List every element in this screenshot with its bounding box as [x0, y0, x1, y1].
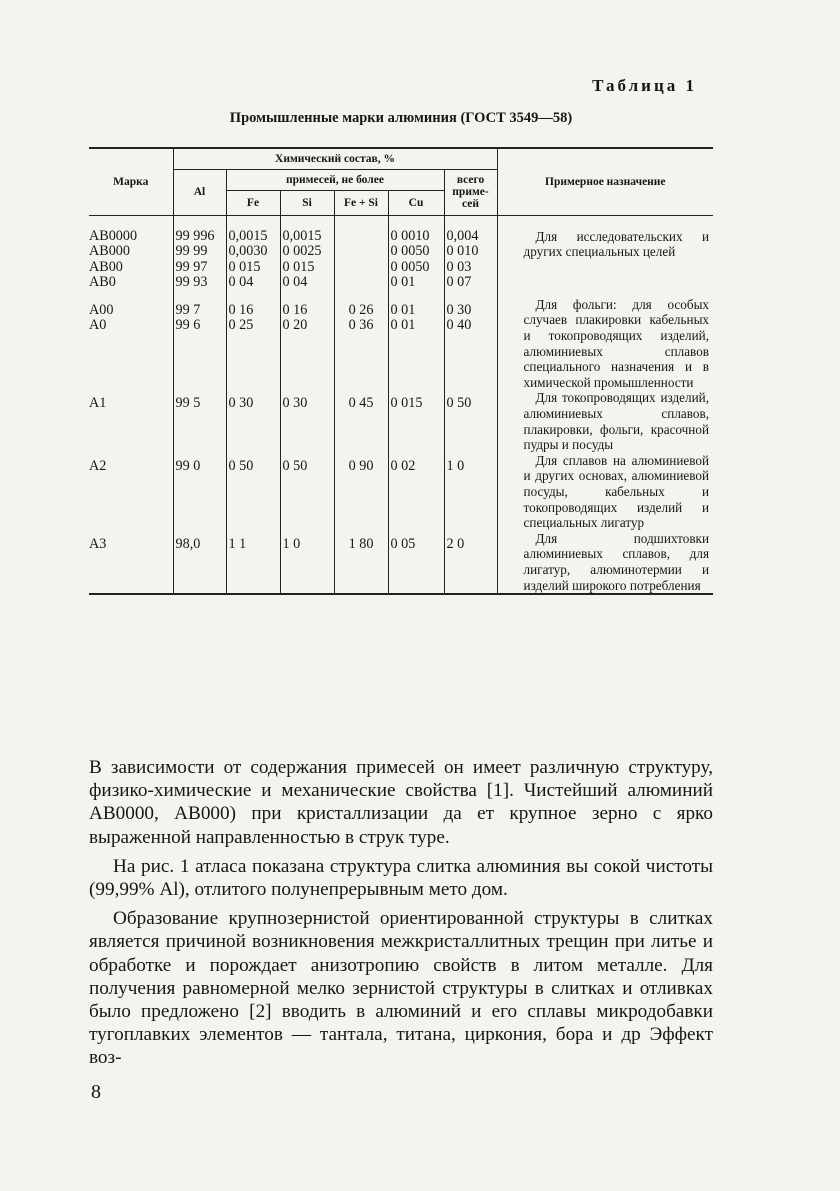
grade-name: АВ000 [89, 243, 130, 260]
purpose-cell [497, 453, 713, 531]
header-grade: Марка [89, 148, 173, 215]
value: 0,004 [446, 227, 479, 244]
purpose-cell [497, 531, 713, 594]
purpose-text: Для фольги: для особых случаев плакировки кабельных и токопроводящих изделий, алюминиевых сплавов специального назначения и в химической промышленности [523, 296, 710, 390]
al-cell [173, 453, 226, 531]
value: 0 30 [446, 301, 472, 318]
value: 1 0 [282, 535, 301, 552]
grade-name: А3 [89, 535, 107, 552]
purpose-text: Для токопроводящих изделий, алюминиевых сплавов, плакировки, фольги, красочной пудры и посуды [523, 390, 710, 453]
value: 0 015 [228, 258, 261, 275]
value: 99 996 [175, 227, 215, 244]
fe-si-cell [334, 215, 388, 297]
value: 0 45 [348, 395, 374, 412]
value: 99 99 [175, 243, 208, 260]
value: 0,0030 [228, 243, 268, 260]
value: 0 015 [390, 395, 423, 412]
al-cell [173, 215, 226, 297]
value: 1 80 [348, 535, 374, 552]
value: 0 01 [390, 301, 416, 318]
header-impurities: примесей, не более [226, 169, 444, 190]
value: 0 36 [348, 317, 374, 334]
header-total-line-2: приме- [452, 186, 489, 198]
fe-cell [226, 215, 280, 297]
value: 0 90 [348, 457, 374, 474]
value: 0 04 [228, 274, 254, 291]
purpose-cell [497, 297, 713, 391]
grade-name: А0 [89, 317, 107, 334]
si-cell [280, 215, 334, 297]
grade-name: АВ00 [89, 258, 123, 275]
value: 0 07 [446, 274, 472, 291]
cu-cell [388, 390, 444, 452]
value: 0 20 [282, 317, 308, 334]
value: 0 0050 [390, 258, 430, 275]
fe-cell [226, 531, 280, 594]
value: 0 40 [446, 317, 472, 334]
cu-cell [388, 453, 444, 531]
al-cell [173, 531, 226, 594]
table-row [89, 531, 713, 594]
header-purpose: Примерное назначение [497, 148, 713, 215]
value: 0 0010 [390, 227, 430, 244]
al-cell [173, 297, 226, 391]
table-row [89, 215, 713, 297]
header-total-impurities [444, 169, 497, 215]
value: 0 50 [282, 457, 308, 474]
cu-cell [388, 215, 444, 297]
grade-cell [89, 215, 173, 297]
cu-cell [388, 531, 444, 594]
table-title: Промышленные марки алюминия (ГОСТ 3549—58) [229, 110, 573, 126]
value: 98,0 [175, 535, 201, 552]
value: 0 0050 [390, 243, 430, 260]
page-number: 8 [91, 1081, 101, 1103]
value: 0 010 [446, 243, 479, 260]
value: 0 25 [228, 317, 254, 334]
purpose-cell [497, 390, 713, 452]
value: 99 0 [175, 457, 201, 474]
value: 0 30 [228, 395, 254, 412]
total-cell [444, 390, 497, 452]
value: 0 0025 [282, 243, 322, 260]
paragraph: Образование крупнозернистой ориентированной структуры в слитках является причиной возникновения межкристаллитных трещин при литье и обработке и порождает анизотропию свойств в литом металле. Для получения равномерной мелко зернистой структуры в слитках и отливках было предложено [2] вводить в алюминий и его сплавы микродобавки тугоплавких элементов — тантала, титана, циркония, бора и др Эффект воз- [89, 908, 713, 1069]
purpose-cell [497, 215, 713, 297]
fe-si-cell [334, 390, 388, 452]
fe-cell [226, 297, 280, 391]
aluminum-grades-table [89, 147, 713, 595]
value: 0 50 [446, 395, 472, 412]
table-row [89, 390, 713, 452]
purpose-text: Для исследовательских и других специальных целей [523, 228, 710, 260]
al-cell [173, 390, 226, 452]
si-cell [280, 297, 334, 391]
paragraph: На рис. 1 атласа показана структура слитка алюминия вы сокой чистоты (99,99% Al), отлитого полунепрерывным мето дом. [89, 855, 713, 901]
value: 0 30 [282, 395, 308, 412]
table-row [89, 297, 713, 391]
total-cell [444, 453, 497, 531]
grade-name: А1 [89, 395, 107, 412]
fe-cell [226, 453, 280, 531]
value: 0 16 [228, 301, 254, 318]
header-fe: Fe [226, 190, 280, 215]
table-label: Таблица 1 [592, 76, 697, 95]
value: 1 1 [228, 535, 247, 552]
value: 0 01 [390, 274, 416, 291]
grade-cell [89, 297, 173, 391]
value: 2 0 [446, 535, 465, 552]
si-cell [280, 453, 334, 531]
si-cell [280, 390, 334, 452]
value: 99 5 [175, 395, 201, 412]
value: 99 93 [175, 274, 208, 291]
value: 99 97 [175, 258, 208, 275]
total-cell [444, 215, 497, 297]
header-chemical-composition: Химический состав, % [173, 148, 497, 169]
grade-name: АВ0 [89, 274, 116, 291]
grade-name: АВ0000 [89, 227, 138, 244]
value: 0 05 [390, 535, 416, 552]
value: 99 6 [175, 317, 201, 334]
total-cell [444, 531, 497, 594]
value: 0 01 [390, 317, 416, 334]
value: 0 03 [446, 258, 472, 275]
fe-cell [226, 390, 280, 452]
grade-cell [89, 453, 173, 531]
fe-si-cell [334, 453, 388, 531]
header-cu: Cu [388, 190, 444, 215]
header-si: Si [280, 190, 334, 215]
value: 0 50 [228, 457, 254, 474]
grade-cell [89, 531, 173, 594]
paragraph: В зависимости от содержания примесей он имеет различную структуру, физико-химические и механические свойства [1]. Чистейший алюминий АВ0000, АВ000) при кристаллизации да ет крупное зерно с ярко выраженной направленностью в струк туре. [89, 757, 713, 848]
value: 99 7 [175, 301, 201, 318]
value: 0,0015 [282, 227, 322, 244]
value: 0 015 [282, 258, 315, 275]
fe-si-cell [334, 297, 388, 391]
table-row [89, 453, 713, 531]
grade-cell [89, 390, 173, 452]
grade-name: А2 [89, 457, 107, 474]
fe-si-cell [334, 531, 388, 594]
value: 0,0015 [228, 227, 268, 244]
header-total-line-3: сей [462, 198, 479, 210]
total-cell [444, 297, 497, 391]
grade-name: А00 [89, 301, 114, 318]
value: 0 26 [348, 301, 374, 318]
value: 0 16 [282, 301, 308, 318]
header-al: Al [173, 169, 226, 215]
value: 0 04 [282, 274, 308, 291]
header-fe-si: Fe + Si [334, 190, 388, 215]
cu-cell [388, 297, 444, 391]
header-total-line-1: всего [456, 174, 485, 186]
value: 0 02 [390, 457, 416, 474]
body-text [89, 756, 713, 1076]
purpose-text: Для подшихтовки алюминиевых сплавов, для лигатур, алюминотермии и изделий широкого потребления [523, 530, 710, 593]
purpose-text: Для сплавов на алюминиевой и других основах, алюминиевой посуды, кабельных и токопроводящих изделий и специальных лигатур [523, 452, 710, 531]
si-cell [280, 531, 334, 594]
value: 1 0 [446, 457, 465, 474]
